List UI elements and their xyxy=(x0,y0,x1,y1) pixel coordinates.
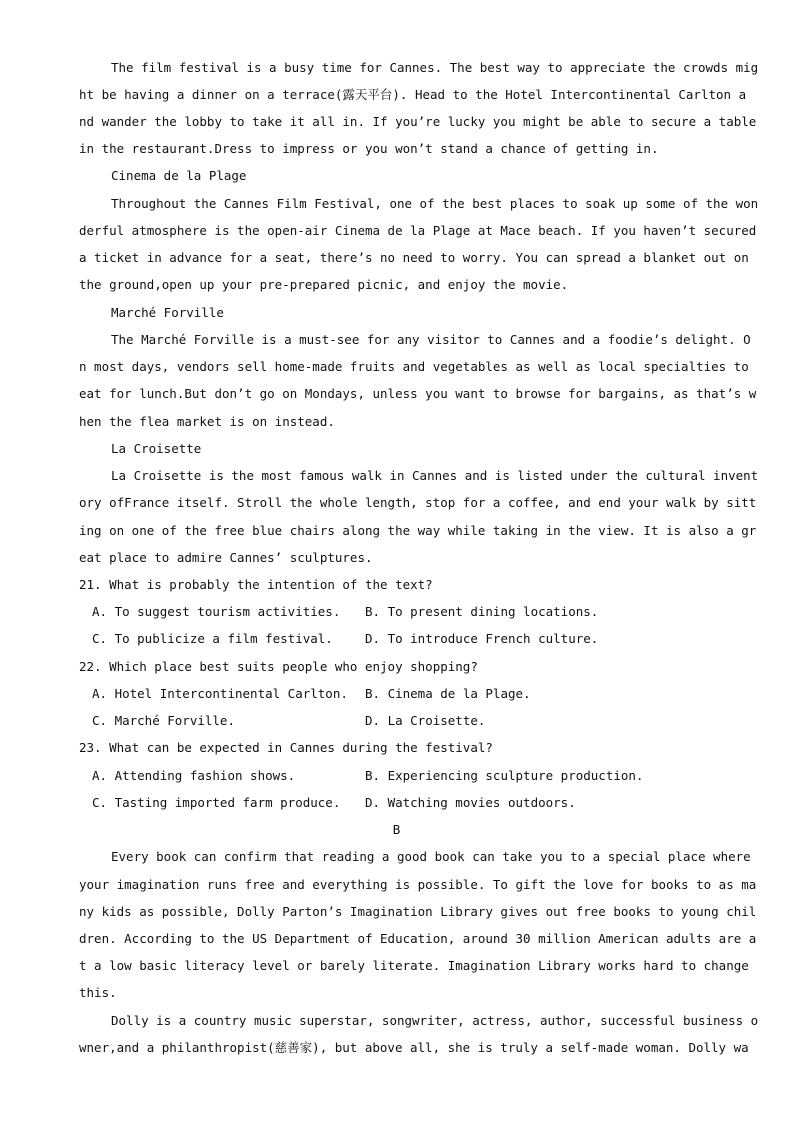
answer-option[interactable]: A. Hotel Intercontinental Carlton. xyxy=(92,686,348,701)
passage-line: t a low basic literacy level or barely literate. Imagination Library works hard to change xyxy=(79,958,749,973)
answer-option[interactable]: B. To present dining locations. xyxy=(365,604,599,619)
passage-line: your imagination runs free and everything is possible. To gift the love for books to as ma xyxy=(79,877,757,892)
question-stem: 23. What can be expected in Cannes during the festival? xyxy=(79,740,493,755)
answer-option[interactable]: A. Attending fashion shows. xyxy=(92,768,296,783)
passage-line: in the restaurant.Dress to impress or you won’t stand a chance of getting in. xyxy=(79,141,659,156)
answer-option[interactable]: A. To suggest tourism activities. xyxy=(92,604,341,619)
passage-line: this. xyxy=(79,985,117,1000)
passage-line: eat place to admire Cannes’ sculptures. xyxy=(79,550,373,565)
passage-line: derful atmosphere is the open-air Cinema de la Plage at Mace beach. If you haven’t secured xyxy=(79,223,757,238)
passage-line: wner,and a philanthropist(慈善家), but above all, she is truly a self-made woman. Dolly wa xyxy=(79,1040,749,1055)
passage-line: hen the flea market is on instead. xyxy=(79,414,335,429)
passage-line: a ticket in advance for a seat, there’s no need to worry. You can spread a blanket out on xyxy=(79,250,749,265)
answer-option[interactable]: C. Marché Forville. xyxy=(92,713,235,728)
section-heading: Cinema de la Plage xyxy=(111,168,247,183)
passage-line: ht be having a dinner on a terrace(露天平台). Head to the Hotel Intercontinental Carlton a xyxy=(79,87,747,102)
passage-line: dren. According to the US Department of Education, around 30 million American adults are a xyxy=(79,931,757,946)
passage-line: Every book can confirm that reading a good book can take you to a special place where xyxy=(111,849,751,864)
passage-line: La Croisette is the most famous walk in Cannes and is listed under the cultural invent xyxy=(111,468,759,483)
passage-line: The film festival is a busy time for Cannes. The best way to appreciate the crowds mig xyxy=(111,60,759,75)
passage-line: n most days, vendors sell home-made fruits and vegetables as well as local specialties to xyxy=(79,359,749,374)
passage-line: ing on one of the free blue chairs along the way while taking in the view. It is also a gr xyxy=(79,523,757,538)
answer-option[interactable]: D. To introduce French culture. xyxy=(365,631,599,646)
question-stem: 21. What is probably the intention of the text? xyxy=(79,577,433,592)
passage-line: Throughout the Cannes Film Festival, one of the best places to soak up some of the won xyxy=(111,196,759,211)
answer-option[interactable]: B. Cinema de la Plage. xyxy=(365,686,531,701)
passage-line: ny kids as possible, Dolly Parton’s Imagination Library gives out free books to young chil xyxy=(79,904,757,919)
passage-line: Dolly is a country music superstar, songwriter, actress, author, successful business o xyxy=(111,1013,759,1028)
answer-option[interactable]: C. Tasting imported farm produce. xyxy=(92,795,341,810)
answer-option[interactable]: D. Watching movies outdoors. xyxy=(365,795,576,810)
answer-option[interactable]: B. Experiencing sculpture production. xyxy=(365,768,644,783)
passage-line: ory ofFrance itself. Stroll the whole length, stop for a coffee, and end your walk by sitt xyxy=(79,495,757,510)
section-heading: La Croisette xyxy=(111,441,202,456)
answer-option[interactable]: D. La Croisette. xyxy=(365,713,486,728)
passage-line: the ground,open up your pre-prepared picnic, and enjoy the movie. xyxy=(79,277,569,292)
section-heading: Marché Forville xyxy=(111,305,224,320)
passage-line: nd wander the lobby to take it all in. If you’re lucky you might be able to secure a table xyxy=(79,114,757,129)
section-label: B xyxy=(392,822,401,837)
passage-line: The Marché Forville is a must-see for any visitor to Cannes and a foodie’s delight. O xyxy=(111,332,751,347)
passage-line: eat for lunch.But don’t go on Mondays, unless you want to browse for bargains, as that’s w xyxy=(79,386,757,401)
question-stem: 22. Which place best suits people who enjoy shopping? xyxy=(79,659,478,674)
answer-option[interactable]: C. To publicize a film festival. xyxy=(92,631,333,646)
